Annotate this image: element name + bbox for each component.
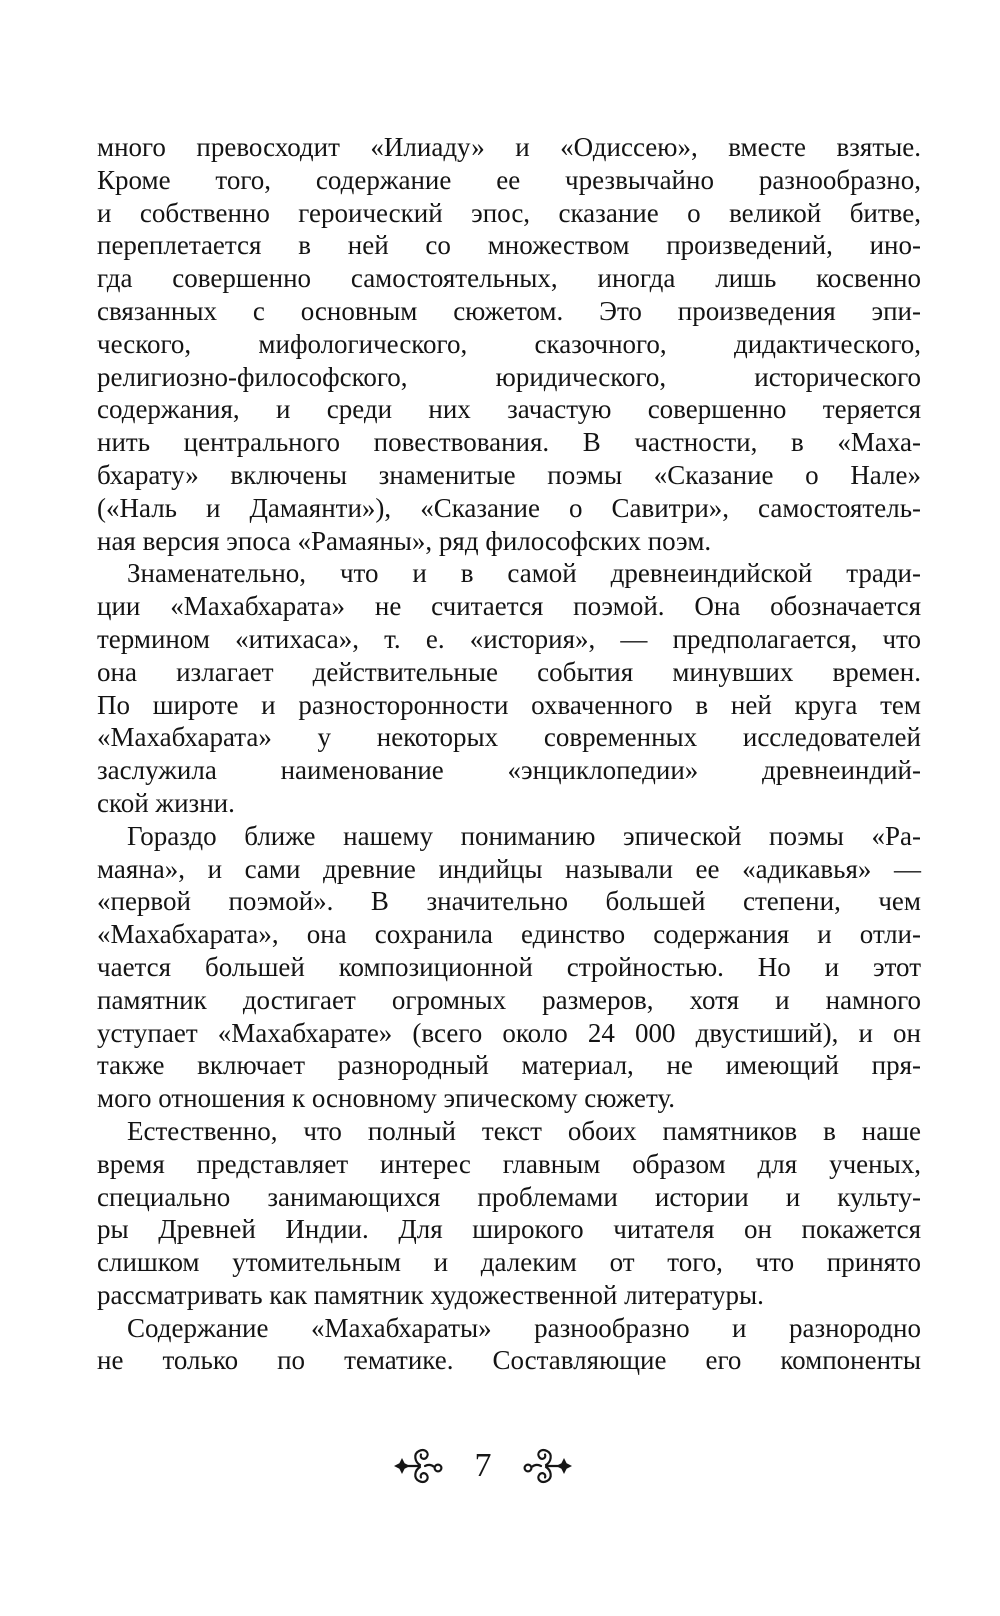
text-line: содержания, и среди них зачастую совершенно теряется (97, 394, 921, 425)
text-line: «первой поэмой». В значительно большей степени, чем (97, 886, 921, 917)
text-line: не только по тематике. Составляющие его компоненты (97, 1345, 921, 1376)
text-line: также включает разнородный материал, не имеющий пря- (97, 1050, 921, 1081)
text-line: ции «Махабхарата» не считается поэмой. Она обозначается (97, 591, 921, 622)
text-line: ры Древней Индии. Для широкого читателя он покажется (97, 1214, 921, 1245)
page-number: 7 (474, 1447, 492, 1484)
text-line: нить центрального повествования. В частности, в «Маха- (97, 427, 921, 458)
text-line: чается большей композиционной стройностью. Но и этот (97, 951, 921, 982)
fleuron-right-icon (520, 1446, 572, 1486)
text-line: Гораздо ближе нашему пониманию эпической поэмы «Ра- (127, 820, 921, 851)
text-line: время представляет интерес главным образом для ученых, (97, 1148, 921, 1179)
text-line: слишком утомительным и далеким от того, что принято (97, 1247, 921, 1278)
text-line: переплетается в ней со множеством произведений, ино- (97, 230, 921, 261)
text-line: ской жизни. (97, 787, 235, 818)
text-line: много превосходит «Илиаду» и «Одиссею», вместе взятые. (97, 132, 921, 162)
text-line: «Махабхарата», она сохранила единство содержания и отли- (97, 919, 921, 950)
text-line: и собственно героический эпос, сказание о великой битве, (97, 197, 921, 228)
text-line: Содержание «Махабхараты» разнообразно и разнородно (127, 1312, 921, 1343)
text-line: термином «итихаса», т. е. «история», — предполагается, что (97, 623, 921, 654)
text-line: бхарату» включены знаменитые поэмы «Сказание о Нале» (97, 459, 921, 490)
text-line: маяна», и сами древние индийцы называли ее «адикавья» — (97, 853, 921, 884)
text-line: Кроме того, содержание ее чрезвычайно разнообразно, (97, 164, 921, 195)
page-text (97, 131, 921, 1377)
page-footer (71, 1446, 895, 1486)
text-line: ческого, мифологического, сказочного, дидактического, (97, 328, 921, 359)
text-line: она излагает действительные события минувших времен. (97, 656, 921, 687)
text-line: мого отношения к основному эпическому сюжету. (97, 1083, 675, 1114)
text-line: Естественно, что полный текст обоих памятников в наше (127, 1115, 921, 1146)
text-line: По широте и разносторонности охваченного в ней круга тем (97, 689, 921, 720)
text-line: рассматривать как памятник художественной литературы. (97, 1279, 764, 1310)
text-line: («Наль и Дамаянти»), «Сказание о Савитри», самостоятель- (97, 492, 921, 523)
fleuron-left-icon (394, 1446, 446, 1486)
text-line: гда совершенно самостоятельных, иногда лишь косвенно (97, 263, 921, 294)
text-line: ная версия эпоса «Рамаяны», ряд философских поэм. (97, 525, 712, 556)
text-line: Знаменательно, что и в самой древнеиндийской тради- (127, 558, 921, 589)
text-line: связанных с основным сюжетом. Это произведения эпи- (97, 295, 921, 326)
text-line: заслужила наименование «энциклопедии» древнеиндий- (97, 755, 921, 786)
text-line: специально занимающихся проблемами истории и культу- (97, 1181, 921, 1212)
text-line: уступает «Махабхарате» (всего около 24 000 двустиший), и он (97, 1017, 921, 1048)
text-line: религиозно-философского, юридического, исторического (97, 361, 921, 392)
text-line: «Махабхарата» у некоторых современных исследователей (97, 722, 921, 753)
text-line: памятник достигает огромных размеров, хотя и намного (97, 984, 921, 1015)
